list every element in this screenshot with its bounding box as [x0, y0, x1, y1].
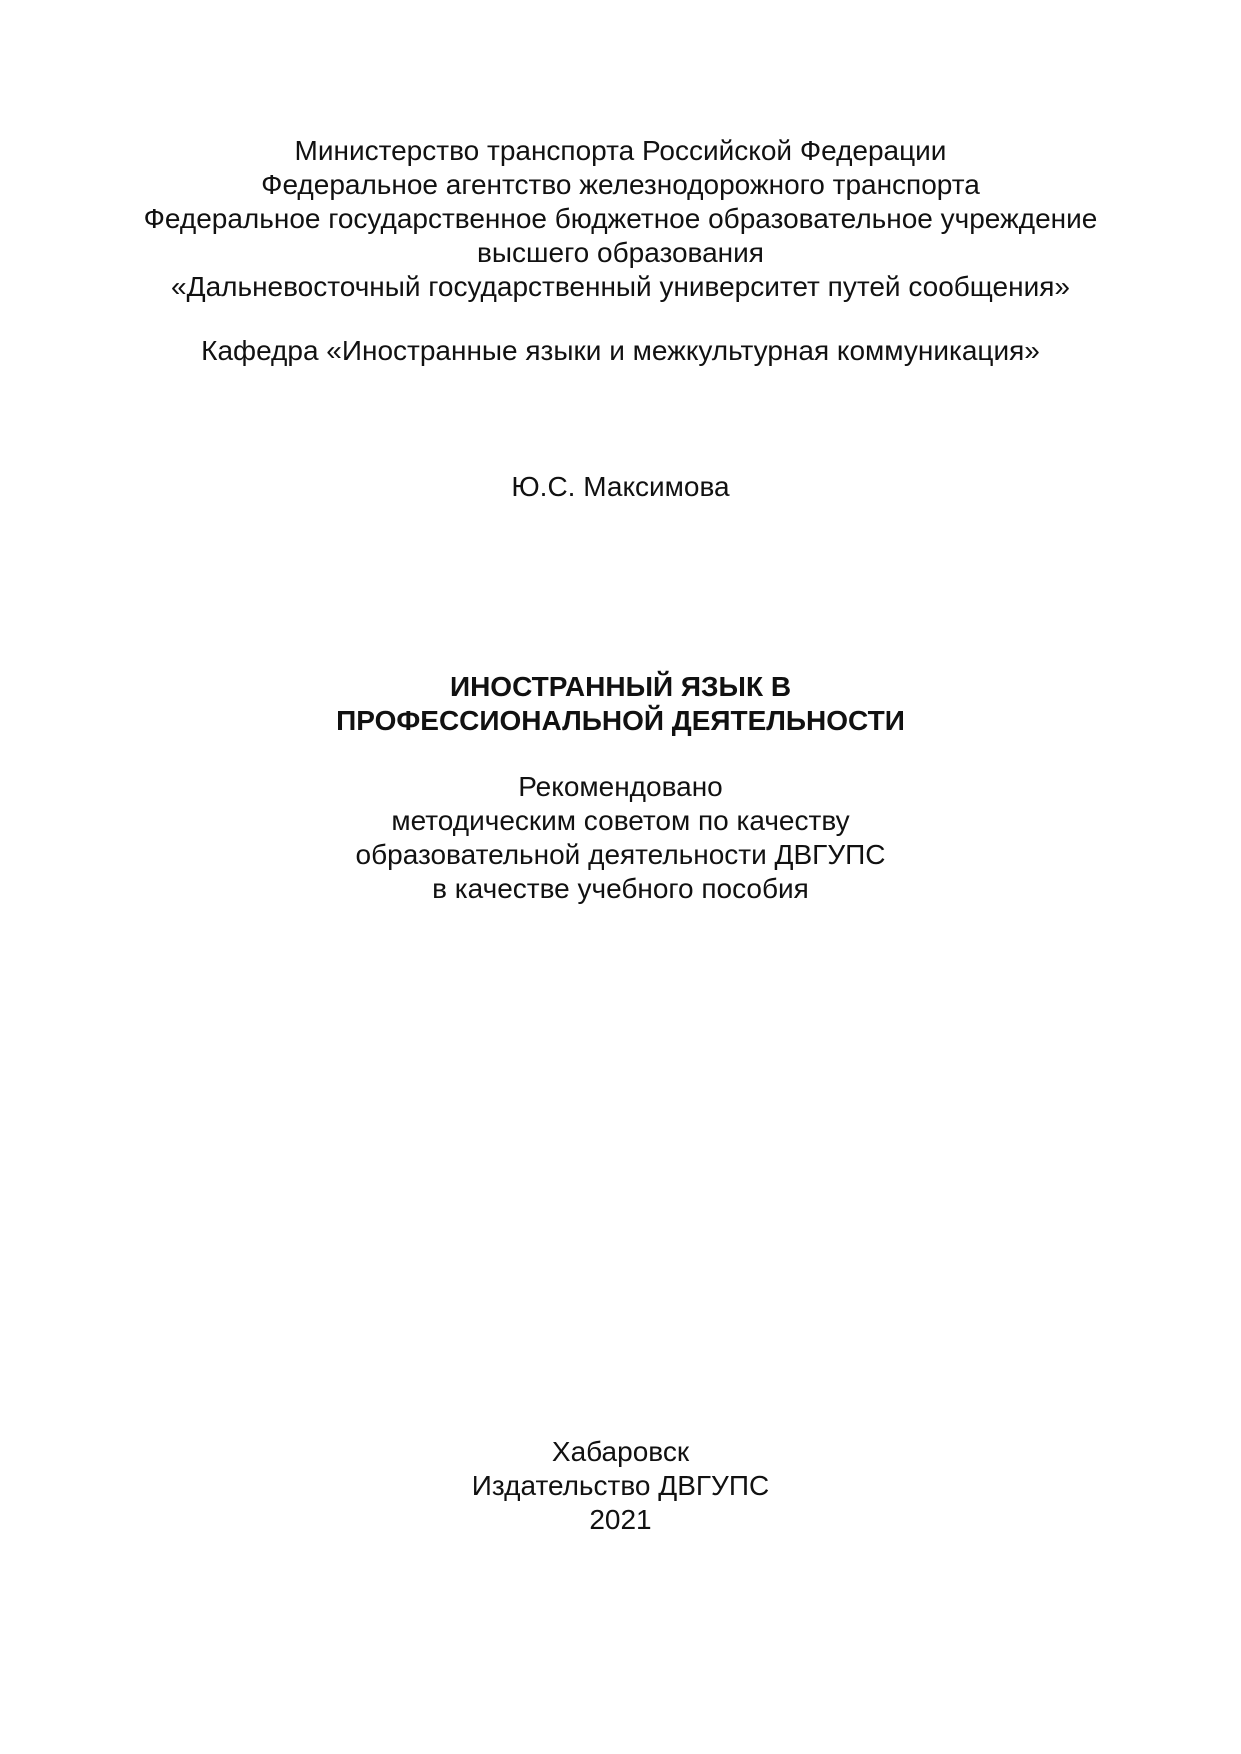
recommendation — [0, 770, 1241, 906]
imprint-year: 2021 — [589, 1504, 652, 1535]
imprint — [0, 1435, 1241, 1537]
department — [0, 334, 1241, 368]
author-name: Ю.С. Максимова — [511, 471, 730, 502]
institution-header — [0, 134, 1241, 304]
recommendation-line-2: методическим советом по качеству — [391, 805, 850, 836]
author — [0, 470, 1241, 504]
title-line-1: ИНОСТРАННЫЙ ЯЗЫК В — [449, 671, 792, 702]
recommendation-line-4: в качестве учебного пособия — [432, 873, 809, 904]
ministry-line: Министерство транспорта Российской Федерации — [294, 135, 947, 166]
education-level-line: высшего образования — [477, 237, 764, 268]
agency-line: Федеральное агентство железнодорожного транспорта — [261, 169, 980, 200]
book-title — [0, 670, 1241, 738]
imprint-city: Хабаровск — [551, 1436, 690, 1467]
institution-type-line: Федеральное государственное бюджетное образовательное учреждение — [143, 203, 1098, 234]
recommendation-line-1: Рекомендовано — [518, 771, 723, 802]
recommendation-line-3: образовательной деятельности ДВГУПС — [355, 839, 886, 870]
title-line-2: ПРОФЕССИОНАЛЬНОЙ ДЕЯТЕЛЬНОСТИ — [336, 705, 905, 736]
department-line: Кафедра «Иностранные языки и межкультурная коммуникация» — [201, 335, 1040, 366]
imprint-publisher: Издательство ДВГУПС — [471, 1470, 770, 1501]
university-name-line: «Дальневосточный государственный университет путей сообщения» — [171, 271, 1070, 302]
